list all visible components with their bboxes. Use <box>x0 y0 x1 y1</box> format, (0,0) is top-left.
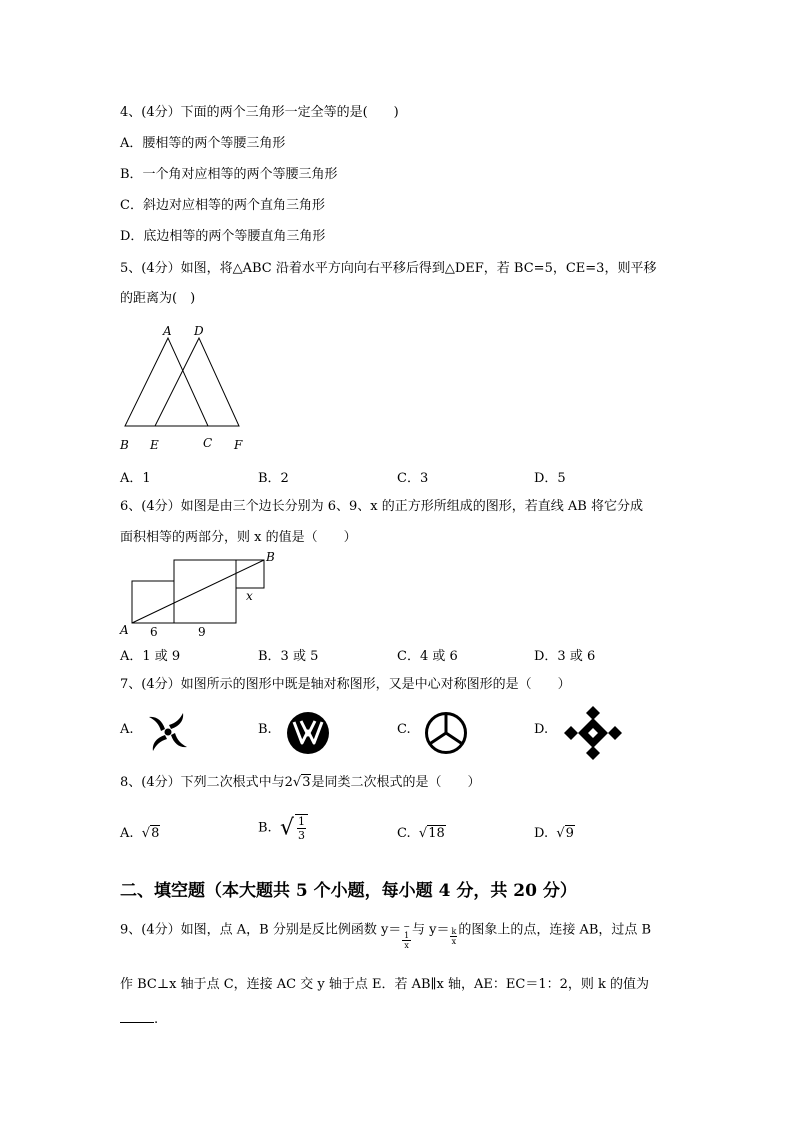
three-point-star-icon <box>424 711 468 755</box>
q5-label-a: A <box>163 324 172 338</box>
q4-stem: 4、(4分）下面的两个三角形一定全等的是( ) <box>120 105 399 120</box>
q5-stem-line1: 5、(4分）如图，将△ABC 沿着水平方向向右平移后得到△DEF，若 BC=5，CE=3，则平移 <box>120 261 657 276</box>
q6-options <box>120 645 680 665</box>
q7-stem: 7、(4分）如图所示的图形中既是轴对称图形，又是中心对称图形的是（ ） <box>120 677 571 692</box>
q8-option-d: D. √9 <box>534 826 574 841</box>
q5-label-f: F <box>234 438 243 452</box>
square-6 <box>132 581 174 623</box>
answer-blank[interactable] <box>120 1010 154 1023</box>
square-x <box>236 560 264 588</box>
q5-options <box>120 467 680 487</box>
q6-option-d: D．3 或 6 <box>534 649 596 664</box>
q8-option-b: B. √ $\frac{1}{3}$ <box>258 814 309 842</box>
q5-option-d: D．5 <box>534 471 566 486</box>
q9-answer-line: . <box>120 1010 158 1029</box>
q8-option-d-radicand: 9 <box>565 826 574 841</box>
q4-option-a: A．腰相等的两个等腰三角形 <box>120 136 286 151</box>
q6-option-b: B．3 或 5 <box>258 649 319 664</box>
q8-option-b-den: 3 <box>297 829 305 842</box>
square-9 <box>174 560 236 623</box>
q8-option-a-radicand: 8 <box>151 826 160 841</box>
q5-option-b: B．2 <box>258 471 289 486</box>
q5-option-a: A．1 <box>120 471 151 486</box>
q9-fraction-1: − 1 x <box>403 922 410 950</box>
vw-emblem-icon <box>286 711 330 755</box>
q8-stem <box>120 774 481 792</box>
q8-option-b-num: 1 <box>297 815 305 828</box>
q7-option-a: A. <box>120 722 134 737</box>
q6-option-c: C．4 或 6 <box>397 649 458 664</box>
q4-option-d: D．底边相等的两个等腰直角三角形 <box>120 229 326 244</box>
triangle-def <box>155 338 239 426</box>
q9-stem-line1: 9、(4分）如图，点 A，B 分别是反比例函数 y＝ − 1 x 与 y＝ $\frac{k}{x}$ 的图象上的点，连接 AB，过点 B <box>120 922 652 950</box>
q8-stem-pre: 8、(4分）下列二次根式中与 <box>120 775 285 790</box>
q6-squares-figure <box>118 550 288 642</box>
q5-option-c: C．3 <box>397 471 429 486</box>
q4-option-b: B．一个角对应相等的两个等腰三角形 <box>120 167 338 182</box>
q5-label-e: E <box>150 438 159 452</box>
q5-label-c: C <box>203 436 213 450</box>
pinwheel-icon <box>146 710 190 754</box>
q5-translation-figure <box>115 320 255 455</box>
line-ab <box>132 560 264 623</box>
q7-option-d: D. <box>534 722 549 737</box>
q6-label-b: B <box>266 550 275 564</box>
q8-options <box>120 815 680 858</box>
q6-option-a: A．1 或 9 <box>120 649 181 664</box>
q8-stem-radical: √3 <box>292 775 311 790</box>
section-title: 二、填空题（本大题共 5 个小题，每小题 4 分，共 20 分） <box>120 881 577 901</box>
q7-option-c: C. <box>397 722 411 737</box>
q5-stem-line2: 的距离为( ) <box>120 291 196 306</box>
q8-option-a: A. √8 <box>120 826 160 841</box>
q8-option-c: C. √18 <box>397 826 445 841</box>
q9-fraction-2: $\frac{k}{x}$ <box>451 926 457 946</box>
q4-option-c: C．斜边对应相等的两个直角三角形 <box>120 198 325 213</box>
q6-stem-line2: 面积相等的两部分，则 x 的值是（ ） <box>120 530 357 545</box>
diamond-cross-icon <box>562 704 624 762</box>
q8-option-c-radicand: 18 <box>428 826 445 841</box>
q6-label-x: x <box>246 589 253 603</box>
q6-label-9: 9 <box>198 625 206 639</box>
q7-option-b: B. <box>258 722 272 737</box>
q8-stem-radicand: 3 <box>302 775 311 790</box>
q5-label-b: B <box>120 438 129 452</box>
q8-stem-coef: 2 <box>284 775 293 790</box>
q6-label-6: 6 <box>150 625 158 639</box>
q5-label-d: D <box>194 324 204 338</box>
q6-stem-line1: 6、(4分）如图是由三个边长分别为 6、9、x 的正方形所组成的图形，若直线 AB 将它分成 <box>120 499 643 514</box>
q6-label-a: A <box>120 623 129 637</box>
q9-stem-line2: 作 BC⊥x 轴于点 C，连接 AC 交 y 轴于点 E．若 AB∥x 轴，AE：EC＝1：2，则 k 的值为 <box>120 977 650 992</box>
q8-stem-post: 是同类二次根式的是（ ） <box>311 775 481 790</box>
triangle-abc <box>125 338 208 426</box>
